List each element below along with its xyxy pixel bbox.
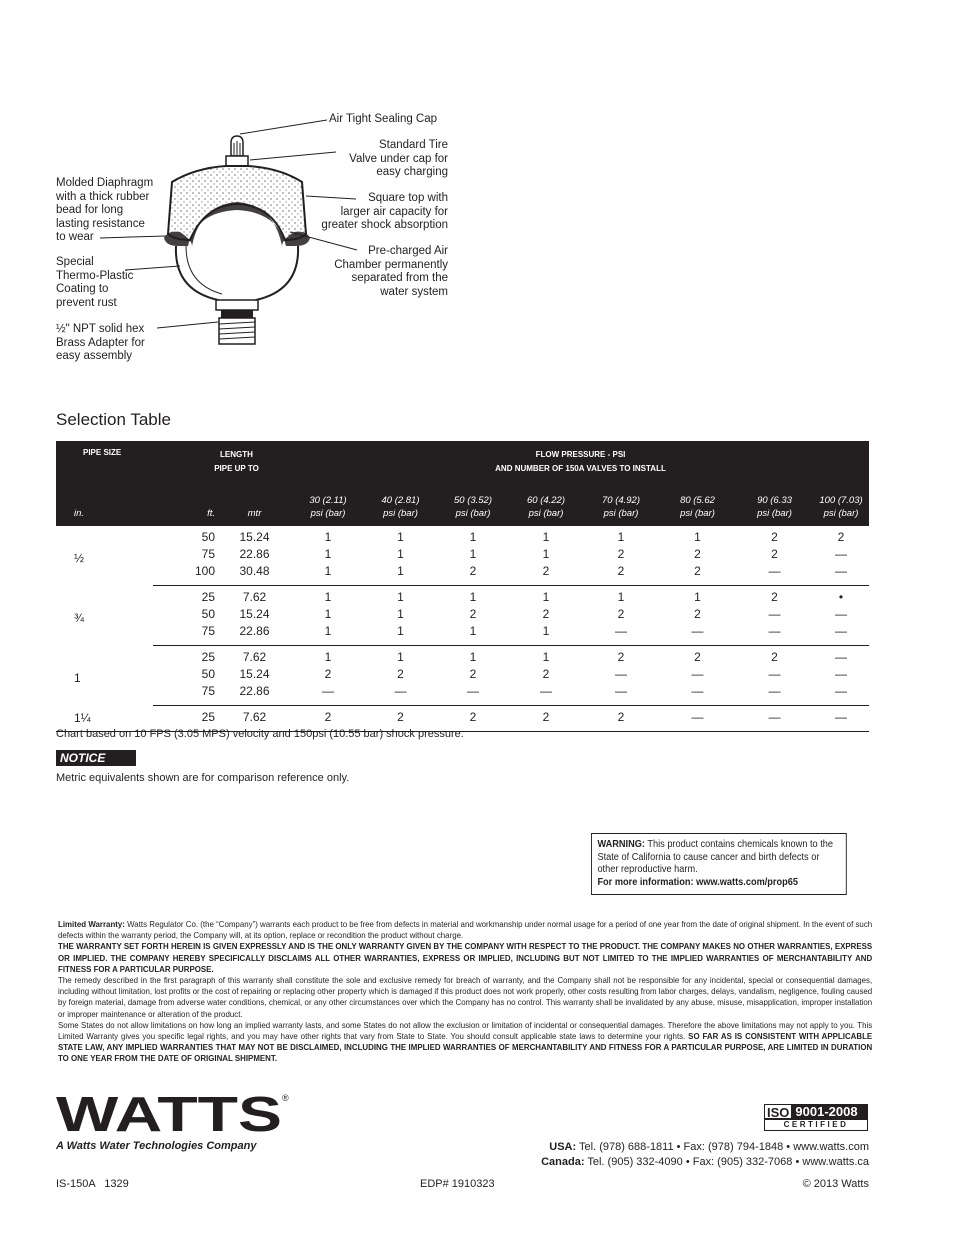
valve-count-cell: 2 xyxy=(659,564,736,586)
pressure-70: 70 (4.92) psi (bar) xyxy=(601,495,641,519)
valve-count-cell: 2 xyxy=(694,607,701,621)
valve-count-cell: 1 xyxy=(617,530,625,544)
valve-count-cell: — xyxy=(659,684,736,706)
valve-count-cell: 1 xyxy=(469,650,477,664)
valve-count-cell: — xyxy=(813,624,869,646)
pressure-90: 90 (6.33 psi (bar) xyxy=(757,495,792,519)
limited-warranty xyxy=(58,919,872,1065)
doc-id: IS-150A 1329 xyxy=(56,1178,129,1190)
valve-count-cell: — xyxy=(659,624,736,646)
sealing-cap xyxy=(226,136,248,166)
iso-number: 9001-2008 xyxy=(792,1104,868,1119)
valve-count-cell: 1 xyxy=(542,530,550,544)
prop65-warning-box xyxy=(591,833,847,895)
valve-count-cell: 1 xyxy=(292,624,364,646)
length-mtr-cell: 22.86 xyxy=(217,624,292,646)
callout-air-cap: Air Tight Sealing Cap xyxy=(329,113,438,125)
selection-table xyxy=(56,441,869,732)
chart-note: Chart based on 10 FPS (3.05 MPS) velocity and 150psi (10.55 bar) shock pressure. xyxy=(56,728,464,740)
callout-adapter: ½" NPT solid hex Brass Adapter for easy assembly xyxy=(56,323,145,362)
length-ft-cell: 75 xyxy=(153,684,217,706)
pipe-size-cell: 1¼ xyxy=(56,706,153,732)
section-title: Selection Table xyxy=(56,410,171,429)
valve-count-cell: — xyxy=(583,684,659,706)
length-ft-cell: 50 xyxy=(201,667,215,681)
valve-count-cell: 2 xyxy=(324,667,332,681)
valve-count-cell: 2 xyxy=(542,667,550,681)
table-units-row xyxy=(56,485,869,526)
unit-ft: ft. xyxy=(207,508,215,519)
valve-count-cell: 1 xyxy=(617,590,625,604)
valve-count-cell: 2 xyxy=(771,547,778,561)
length-mtr-cell: 15.24 xyxy=(239,667,270,681)
length-ft-cell: 25 xyxy=(201,650,215,664)
length-ft-cell: 50 xyxy=(201,530,215,544)
valve-count-cell: 2 xyxy=(469,667,477,681)
length-ft-cell: 75 xyxy=(153,624,217,646)
unit-mtr: mtr xyxy=(247,508,262,519)
pressure-50: 50 (3.52) psi (bar) xyxy=(453,495,493,519)
valve-count-cell: 1 xyxy=(542,650,550,664)
length-ft-cell: 25 xyxy=(201,590,215,604)
usa-contact: USA: Tel. (978) 688-1811 • Fax: (978) 794-1848 • www.watts.com xyxy=(549,1141,869,1153)
iso-certified-badge xyxy=(764,1104,868,1131)
table-row xyxy=(56,586,869,608)
valve-count-cell: 2 xyxy=(771,530,778,544)
warranty-p2: The remedy described in the first paragraph of this warranty shall constitute the sole and exclusive remedy for breach of warranty, and the Company shall not be responsible for any incidental, special or consequential damages, including without limitation, lost profits or the cost of repairing or replacing other property which is damaged if this product does not work properly, other costs resulting from labor charges, delays, vandalism, negligence, fouling caused by foreign material, damage from adverse water conditions, chemical, or any other circumstances over which the Company has no control. This warranty shall be invalidated by any abuse, misuse, misapplication, improper installation or improper maintenance or alteration of the product. xyxy=(58,975,873,1019)
table-row xyxy=(56,684,869,706)
warranty-p3-caps: SO FAR AS IS CONSISTENT WITH APPLICABLE STATE LAW, ANY IMPLIED WARRANTIES THAT MAY NOT BE DISCLAIMED, INCLUDING THE IMPLIED WARRANTIES OF MERCHANTABILITY AND FITNESS FOR A PARTICULAR PURPOSE, ARE LIMITED IN DURATION TO ONE YEAR FROM THE DATE OF ORIGINAL SHIPMENT. xyxy=(58,1031,873,1064)
valve-count-cell: 2 xyxy=(469,607,477,621)
notice-text: Metric equivalents shown are for comparison reference only. xyxy=(56,772,350,784)
pressure-100: 100 (7.03) psi (bar) xyxy=(819,495,863,519)
valve-count-cell: — xyxy=(615,667,627,681)
valve-count-cell: 1 xyxy=(324,590,332,604)
valve-count-cell: 1 xyxy=(397,590,404,604)
callout-diaphragm: Molded Diaphragm with a thick rubber bead for long lasting resistance to wear xyxy=(56,177,154,243)
header-flow-pressure: FLOW PRESSURE - PSI AND NUMBER OF 150A VALVES TO INSTALL xyxy=(495,450,666,473)
valve-count-cell: 1 xyxy=(469,547,477,561)
valve-count-cell: — xyxy=(292,684,364,706)
pipe-size-cell: 1 xyxy=(74,670,81,685)
warning-label: WARNING: xyxy=(597,839,645,850)
valve-count-cell: — xyxy=(736,624,813,646)
valve-count-cell: 2 xyxy=(397,667,404,681)
callout-square-top: Square top with larger air capacity for greater shock absorption xyxy=(321,192,448,231)
valve-count-cell: — xyxy=(736,564,813,586)
table-header-row xyxy=(56,441,869,485)
valve-count-cell: — xyxy=(691,667,704,681)
watts-logo xyxy=(56,1091,292,1135)
valve-count-cell: 2 xyxy=(583,706,659,732)
valve-count-cell: 1 xyxy=(324,650,332,664)
callout-tire-valve: Standard Tire Valve under cap for easy charging xyxy=(349,139,448,178)
length-mtr-cell: 22.86 xyxy=(217,684,292,706)
pipe-size-cell: ½ xyxy=(74,550,85,565)
valve-count-cell: 1 xyxy=(324,607,332,621)
valve-count-cell: 2 xyxy=(583,564,659,586)
valve-count-cell: 1 xyxy=(397,547,404,561)
valve-count-cell: 2 xyxy=(837,530,845,544)
table-row xyxy=(56,564,869,586)
table-row xyxy=(56,624,869,646)
valve-count-cell: 2 xyxy=(509,564,583,586)
valve-count-cell: 2 xyxy=(617,650,625,664)
valve-count-cell: 2 xyxy=(771,590,778,604)
length-mtr-cell: 7.62 xyxy=(217,706,292,732)
callout-precharged: Pre-charged Air Chamber permanently separated from the water system xyxy=(334,245,448,298)
warning-more-info: For more information: www.watts.com/prop65 xyxy=(597,876,798,888)
valve-count-cell: 1 xyxy=(324,530,332,544)
pipe-size-cell: ¾ xyxy=(74,610,85,625)
table-row xyxy=(56,667,869,684)
valve-count-cell: 2 xyxy=(617,607,625,621)
valve-count-cell: 2 xyxy=(694,650,701,664)
valve-count-cell: — xyxy=(835,650,847,664)
length-mtr-cell: 15.24 xyxy=(239,607,270,621)
warranty-p1: Watts Regulator Co. (the “Company”) warrants each product to be free from defects in material and workmanship under normal usage for a period of one year from the date of original shipment. In the event of such defects within the warranty period, the Company will, at its option, replace or recondition the product without charge. xyxy=(58,919,873,941)
length-mtr-cell: 30.48 xyxy=(217,564,292,586)
valve-count-cell: 1 xyxy=(397,607,404,621)
svg-text:WATTS: WATTS xyxy=(56,1091,282,1135)
iso-prefix: ISO xyxy=(764,1104,792,1119)
valve-count-cell: 1 xyxy=(324,547,332,561)
warranty-p1-caps: THE WARRANTY SET FORTH HEREIN IS GIVEN EXPRESSLY AND IS THE ONLY WARRANTY GIVEN BY THE COMPANY WITH RESPECT TO THE PRODUCT. THE COMPANY MAKES NO OTHER WARRANTIES, EXPRESS OR IMPLIED. THE COMPANY HEREBY SPECIFICALLY DISCLAIMS ALL OTHER WARRANTIES, EXPRESS OR IMPLIED, INCLUDING BUT NOT LIMITED TO THE IMPLIED WARRANTIES OF MERCHANTABILITY AND FITNESS FOR A PARTICULAR PURPOSE. xyxy=(58,941,873,974)
valve-count-cell: 2 xyxy=(694,547,701,561)
callout-coating: Special Thermo-Plastic Coating to prevent rust xyxy=(56,256,134,309)
table-row xyxy=(56,607,869,624)
valve-count-cell: 1 xyxy=(364,564,437,586)
valve-count-cell: — xyxy=(736,684,813,706)
valve-count-cell: 1 xyxy=(364,624,437,646)
valve-count-cell: 2 xyxy=(437,706,509,732)
valve-count-cell: — xyxy=(835,667,847,681)
length-ft-cell: 50 xyxy=(201,607,215,621)
warranty-label: Limited Warranty: xyxy=(58,919,125,929)
valve-count-cell: 2 xyxy=(509,706,583,732)
pressure-60: 60 (4.22) psi (bar) xyxy=(526,495,566,519)
warranty-p3: Some States do not allow limitations on how long an implied warranty lasts, and some States do not allow the exclusion or limitation of incidental or consequential damages. Therefore the above limitations may not apply to you. This Limited Warranty gives you specific legal rights, and you may have other rights that vary from State to State. You should consult applicable state laws to determine your rights. xyxy=(58,1019,873,1042)
length-mtr-cell: 7.62 xyxy=(242,650,267,664)
edp-number: EDP# 1910323 xyxy=(420,1178,495,1190)
valve-count-cell: • xyxy=(838,590,844,604)
valve-count-cell: — xyxy=(583,624,659,646)
table-row xyxy=(56,646,869,668)
valve-count-cell: — xyxy=(813,564,869,586)
valve-count-cell: 2 xyxy=(542,607,550,621)
valve-count-cell: — xyxy=(659,706,736,732)
valve-count-cell: 2 xyxy=(292,706,364,732)
water-chamber xyxy=(176,246,298,308)
valve-count-cell: 1 xyxy=(694,530,701,544)
valve-count-cell: — xyxy=(813,684,869,706)
registered-mark: ® xyxy=(282,1093,289,1103)
length-ft-cell: 75 xyxy=(201,547,215,561)
table-row xyxy=(56,547,869,564)
valve-count-cell: 1 xyxy=(469,530,477,544)
valve-count-cell: — xyxy=(437,684,509,706)
canada-contact: Canada: Tel. (905) 332-4090 • Fax: (905) 332-7068 • www.watts.ca xyxy=(541,1156,869,1168)
valve-count-cell: 1 xyxy=(437,624,509,646)
valve-count-cell: — xyxy=(813,706,869,732)
valve-count-cell: 1 xyxy=(292,564,364,586)
length-mtr-cell: 22.86 xyxy=(239,547,270,561)
valve-count-cell: — xyxy=(768,607,781,621)
length-mtr-cell: 7.62 xyxy=(242,590,267,604)
unit-in: in. xyxy=(74,508,85,519)
valve-count-cell: 1 xyxy=(397,650,404,664)
valve-count-cell: — xyxy=(768,667,781,681)
brass-adapter xyxy=(216,300,258,344)
header-pipe-size: PIPE SIZE xyxy=(83,448,122,457)
valve-count-cell: 2 xyxy=(364,706,437,732)
valve-count-cell: — xyxy=(364,684,437,706)
length-ft-cell: 25 xyxy=(153,706,217,732)
valve-count-cell: — xyxy=(736,706,813,732)
tagline: A Watts Water Technologies Company xyxy=(56,1140,257,1152)
valve-count-cell: 1 xyxy=(397,530,404,544)
notice-badge: NOTICE xyxy=(56,750,136,766)
pressure-40: 40 (2.81) psi (bar) xyxy=(381,495,420,519)
valve-count-cell: 2 xyxy=(437,564,509,586)
warning-text: This product contains chemicals known to the State of California to cause cancer and birth defects or other reproductive harm. xyxy=(597,839,834,875)
valve-count-cell: 2 xyxy=(771,650,778,664)
valve-count-cell: — xyxy=(509,684,583,706)
header-length: LENGTH PIPE UP TO xyxy=(214,450,259,473)
table-body xyxy=(56,526,869,732)
pressure-80: 80 (5.62 psi (bar) xyxy=(680,495,715,519)
valve-count-cell: — xyxy=(835,547,847,561)
copyright: © 2013 Watts xyxy=(802,1178,869,1190)
valve-count-cell: — xyxy=(835,607,847,621)
length-mtr-cell: 15.24 xyxy=(239,530,270,544)
length-ft-cell: 100 xyxy=(153,564,217,586)
valve-count-cell: 1 xyxy=(469,590,477,604)
valve-count-cell: 2 xyxy=(617,547,625,561)
valve-count-cell: 1 xyxy=(694,590,701,604)
pressure-30: 30 (2.11) psi (bar) xyxy=(309,495,347,519)
table-row xyxy=(56,526,869,547)
valve-count-cell: 1 xyxy=(542,547,550,561)
iso-certified-label: CERTIFIED xyxy=(764,1119,868,1131)
valve-count-cell: 1 xyxy=(542,590,550,604)
valve-count-cell: 1 xyxy=(509,624,583,646)
